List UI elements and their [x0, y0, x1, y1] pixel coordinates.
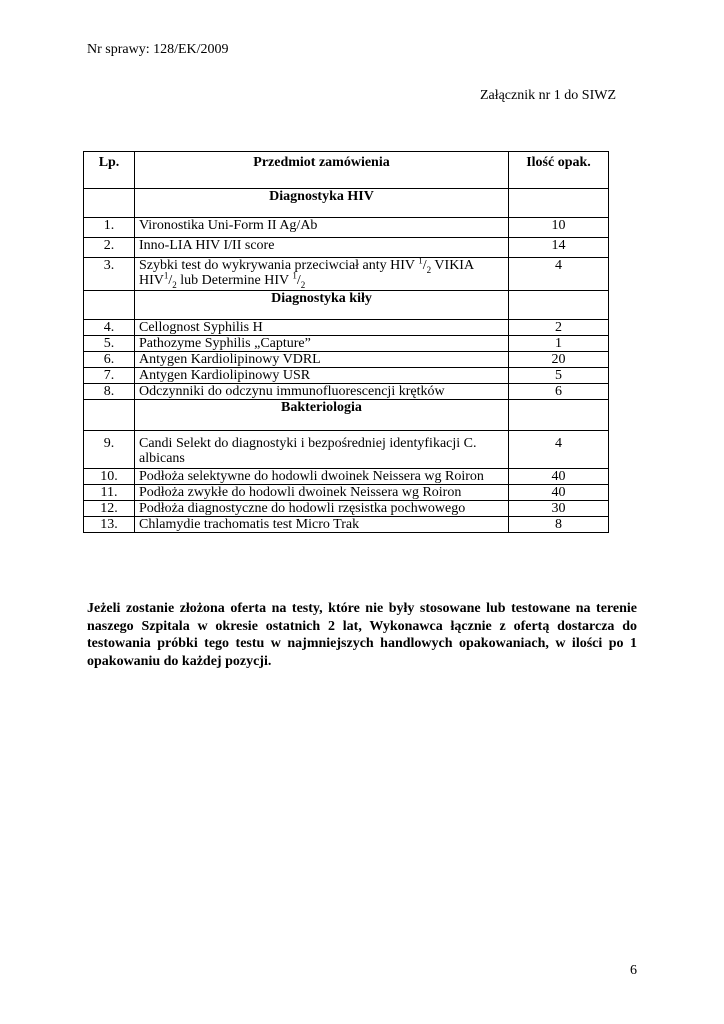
row-item: Odczynniki do odczynu immunofluorescencji krętków: [135, 384, 509, 400]
row-quantity: 4: [509, 431, 609, 469]
row-lp: 11.: [84, 485, 135, 501]
table-row: [84, 469, 609, 485]
row-lp: 8.: [84, 384, 135, 400]
row-quantity: 2: [509, 320, 609, 336]
section-title: Diagnostyka kiły: [135, 291, 509, 320]
attachment-label: Załącznik nr 1 do SIWZ: [479, 88, 616, 103]
row-item: Antygen Kardiolipinowy VDRL: [135, 352, 509, 368]
column-header-quantity: Ilość opak.: [509, 152, 609, 189]
table-row: [84, 238, 609, 258]
row-lp: 10.: [84, 469, 135, 485]
row-quantity: 6: [509, 384, 609, 400]
section-title: Diagnostyka HIV: [135, 189, 509, 218]
row-item: Cellognost Syphilis H: [135, 320, 509, 336]
row-lp: 1.: [84, 218, 135, 238]
row-lp: 6.: [84, 352, 135, 368]
section-row-syphilis: [84, 291, 609, 320]
row-item: Vironostika Uni-Form II Ag/Ab: [135, 218, 509, 238]
row-item: Szybki test do wykrywania przeciwciał anty HIV $^1/_2$ VIKIA $HIV^1/_2$ lub Determine HIV $^1/_2$: [135, 258, 509, 291]
row-quantity: 10: [509, 218, 609, 238]
row-lp: 2.: [84, 238, 135, 258]
row-item: Podłoża selektywne do hodowli dwoinek Neissera wg Roiron: [135, 469, 509, 485]
row-item: Inno-LIA HIV I/II score: [135, 238, 509, 258]
table-row: [84, 352, 609, 368]
row-quantity: 30: [509, 501, 609, 517]
table-header-row: [84, 152, 609, 189]
row-quantity: 40: [509, 485, 609, 501]
row-quantity: 5: [509, 368, 609, 384]
row-quantity: 20: [509, 352, 609, 368]
table-row: [84, 368, 609, 384]
row-quantity: 8: [509, 517, 609, 533]
table-row: [84, 218, 609, 238]
table-row: [84, 258, 609, 291]
row-lp: 3.: [84, 258, 135, 291]
row-lp: 9.: [84, 431, 135, 469]
row-quantity: 4: [509, 258, 609, 291]
order-table: [83, 151, 609, 533]
table-row: [84, 485, 609, 501]
row-lp: 5.: [84, 336, 135, 352]
table-row: [84, 517, 609, 533]
table-row: [84, 431, 609, 469]
row-lp: 12.: [84, 501, 135, 517]
section-title: Bakteriologia: [135, 400, 509, 431]
row-quantity: 40: [509, 469, 609, 485]
table-row: [84, 501, 609, 517]
row-item: Pathozyme Syphilis „Capture”: [135, 336, 509, 352]
page-number: 6: [630, 963, 637, 978]
row-item: Antygen Kardiolipinowy USR: [135, 368, 509, 384]
row-lp: 7.: [84, 368, 135, 384]
row-quantity: 14: [509, 238, 609, 258]
row-lp: 4.: [84, 320, 135, 336]
table-row: [84, 320, 609, 336]
case-number: Nr sprawy: 128/EK/2009: [87, 42, 229, 57]
section-row-bacteriology: [84, 400, 609, 431]
row-item: Candi Selekt do diagnostyki i bezpośredniej identyfikacji C. albicans: [135, 431, 509, 469]
row-item: Chlamydie trachomatis test Micro Trak: [135, 517, 509, 533]
section-row-hiv: [84, 189, 609, 218]
row-item: Podłoża diagnostyczne do hodowli rzęsistka pochwowego: [135, 501, 509, 517]
row-item: Podłoża zwykłe do hodowli dwoinek Neissera wg Roiron: [135, 485, 509, 501]
column-header-item: Przedmiot zamówienia: [135, 152, 509, 189]
column-header-lp: Lp.: [84, 152, 135, 189]
table-row: [84, 384, 609, 400]
table-row: [84, 336, 609, 352]
row-quantity: 1: [509, 336, 609, 352]
offer-note: Jeżeli zostanie złożona oferta na testy, które nie były stosowane lub testowane na terenie naszego Szpitala w okresie ostatnich 2 lat, Wykonawca łącznie z ofertą dostarcza do testowania próbki tego testu w najmniejszych handlowych opakowaniach, w ilości po 1 opakowaniu do każdej pozycji.: [87, 601, 637, 669]
row-lp: 13.: [84, 517, 135, 533]
